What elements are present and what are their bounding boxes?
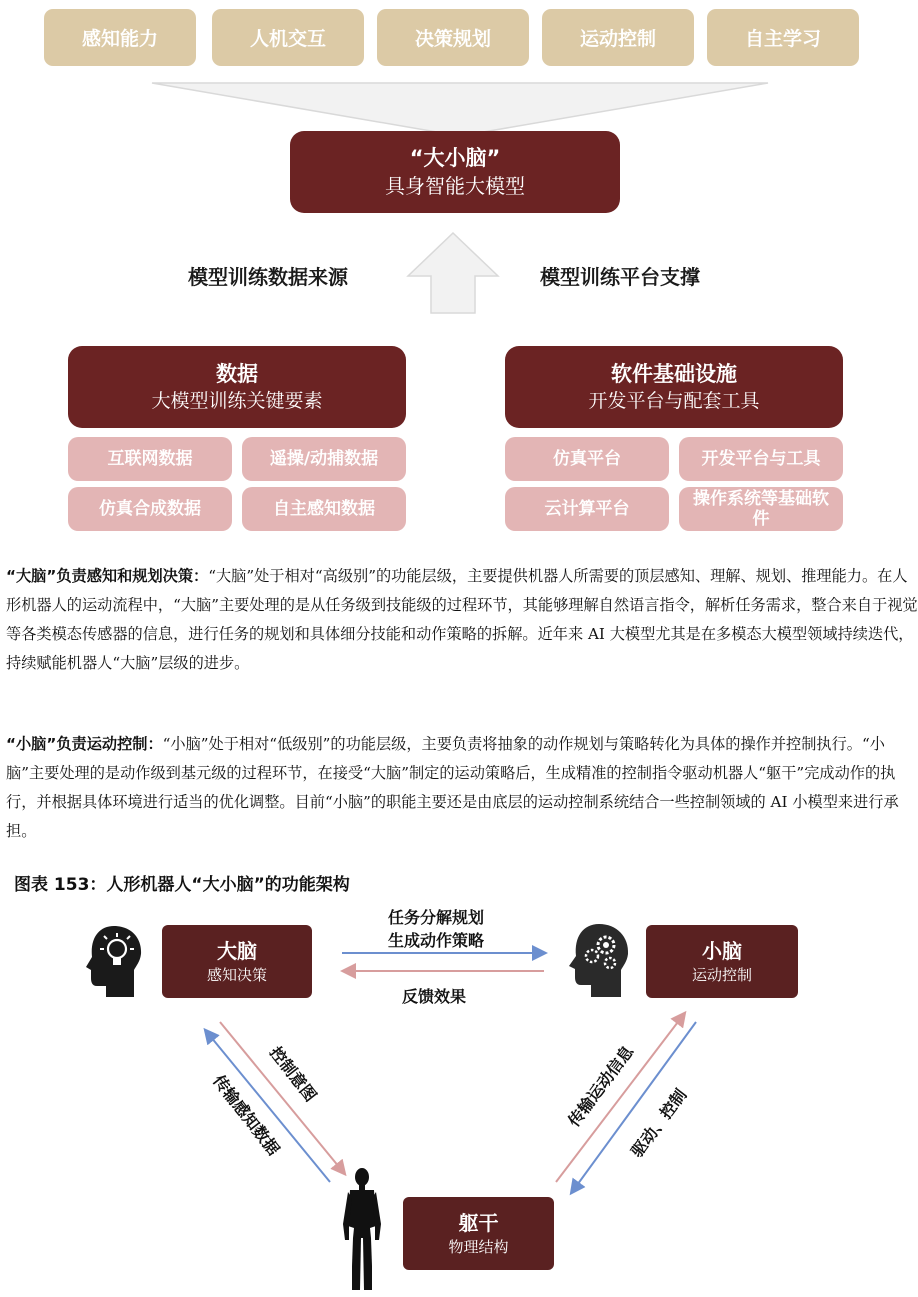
software-box-title: 软件基础设施 (611, 362, 737, 386)
figure-caption: 图表 153：人形机器人“大小脑”的功能架构 (14, 875, 350, 895)
dev-platform-tools: 开发平台与工具 (679, 437, 843, 481)
small-brain-box (646, 925, 798, 998)
big-brain-subtitle: 感知决策 (206, 965, 267, 984)
capability-interaction: 人机交互 (212, 9, 364, 66)
paragraph-big-brain-body: “大脑”处于相对“高级别”的功能层级，主要提供机器人所需要的顶层感知、理解、规划、推理能力。在人形机器人的运动流程中，“大脑”主要处理的是从任务级到技能级的过程环节，其能够理解自然语言指令，解析任务需求，整合来自于视觉等各类模态传感器的信息，进行任务的规划和具体细分技能和动作策略的拆解。近年来 AI 大模型尤其是在多模态大模型领域持续迭代，持续赋能机器人“大脑”层级的进步。 (6, 567, 918, 672)
paragraph-big-brain (6, 562, 918, 678)
action-strategy-label: 生成动作策略 (388, 931, 485, 950)
data-source-label: 模型训练数据来源 (188, 265, 348, 289)
humanoid-robot-icon (340, 1166, 384, 1294)
autonomous-perception-data: 自主感知数据 (242, 487, 406, 531)
paragraph-small-brain (6, 730, 918, 846)
torso-box (403, 1197, 554, 1270)
drive-control-label: 驱动、控制 (627, 1085, 691, 1161)
paragraph-small-brain-lead: “小脑”负责运动控制： (6, 735, 163, 753)
big-brain-title: 大脑 (217, 938, 257, 963)
torso-title: 躯干 (458, 1210, 499, 1235)
transmit-perception-label: 传输感知数据 (209, 1071, 284, 1159)
paragraph-small-brain-body: “小脑”处于相对“低级别”的功能层级，主要负责将抽象的动作规划与策略转化为具体的操作并控制执行。“小脑”主要处理的是动作级到基元级的过程环节，在接受“大脑”制定的运动策略后，生成精准的控制指令驱动机器人“躯干”完成动作的执行，并根据具体环境进行适当的优化调整。目前“小脑”的职能主要还是由底层的运动控制系统结合一些控制领域的 AI 小模型来进行承担。 (6, 735, 899, 840)
software-box (505, 346, 843, 428)
embodied-model-box (290, 131, 620, 213)
capability-perception: 感知能力 (44, 9, 196, 66)
feedback-label: 反馈效果 (402, 987, 467, 1006)
synthetic-data: 仿真合成数据 (68, 487, 232, 531)
gear-head-icon (566, 922, 632, 1000)
embodied-model-title: “大小脑” (409, 146, 501, 170)
embodied-model-subtitle: 具身智能大模型 (385, 174, 525, 198)
torso-subtitle: 物理结构 (448, 1237, 509, 1256)
small-brain-subtitle: 运动控制 (691, 965, 752, 984)
up-arrow (405, 230, 501, 316)
small-brain-title: 小脑 (702, 938, 742, 963)
data-box-subtitle: 大模型训练关键要素 (151, 390, 323, 412)
data-box-title: 数据 (216, 362, 258, 386)
cloud-platform: 云计算平台 (505, 487, 669, 531)
data-box (68, 346, 406, 428)
capability-decision: 决策规划 (377, 9, 529, 66)
task-decomposition-label: 任务分解规划 (388, 908, 485, 927)
os-base-software: 操作系统等基础软件 (679, 487, 843, 531)
control-intent-label: 控制意图 (266, 1043, 321, 1106)
platform-support-label: 模型训练平台支撑 (540, 265, 700, 289)
teleop-mocap-data: 遥操/动捕数据 (242, 437, 406, 481)
transmit-motion-label: 传输运动信息 (564, 1042, 638, 1131)
software-box-subtitle: 开发平台与配套工具 (588, 390, 760, 412)
paragraph-big-brain-lead: “大脑”负责感知和规划决策： (6, 567, 209, 585)
capability-motion: 运动控制 (542, 9, 694, 66)
simulation-platform: 仿真平台 (505, 437, 669, 481)
internet-data: 互联网数据 (68, 437, 232, 481)
capability-learning: 自主学习 (707, 9, 859, 66)
